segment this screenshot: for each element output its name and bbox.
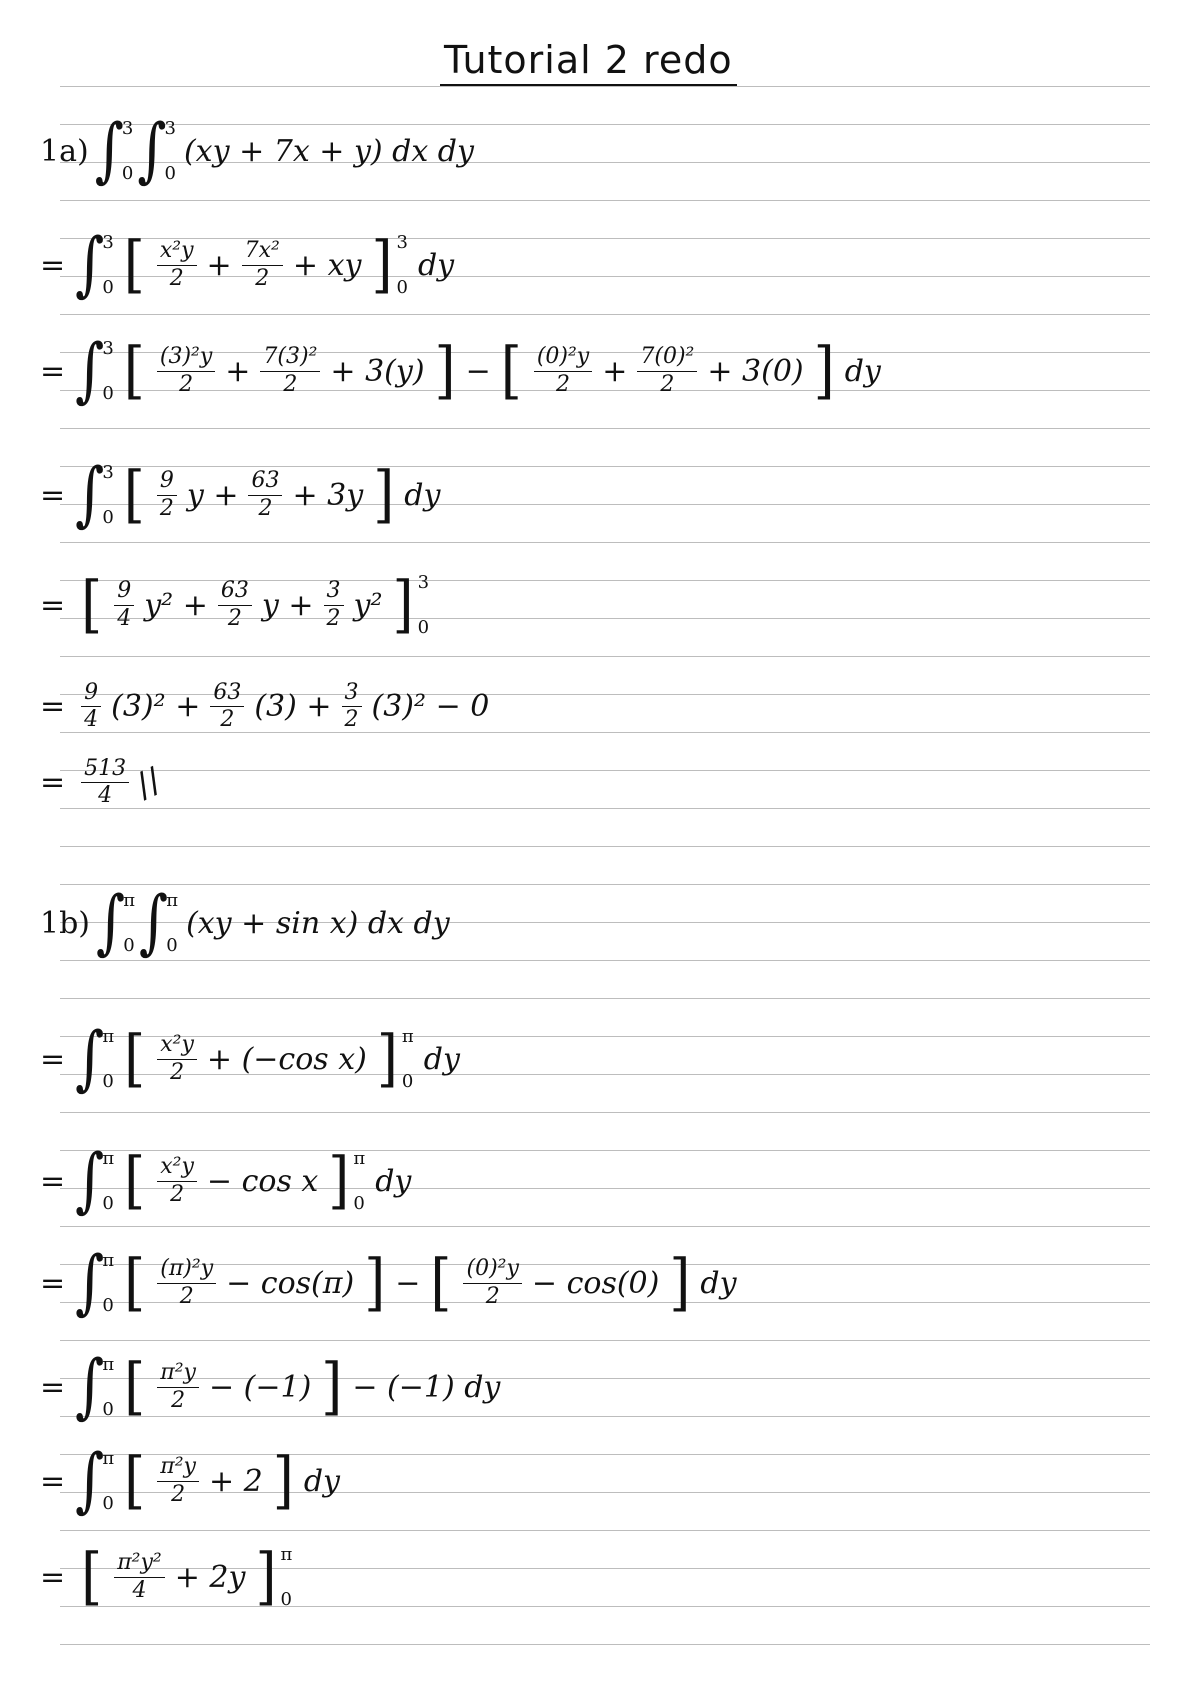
term: + 2: [208, 1463, 263, 1499]
q1a-line-2: [40, 223, 458, 305]
differential: dy: [417, 247, 455, 283]
fraction: $\frac{9}{2}$: [157, 468, 177, 522]
term: y +: [186, 477, 239, 513]
left-bracket: [: [500, 334, 522, 407]
rule-line: [60, 1226, 1150, 1227]
differential: dy: [700, 1265, 737, 1301]
q1a-line-6: [40, 680, 493, 734]
left-bracket: [: [430, 1246, 452, 1319]
integral-sign: ∫ 3 0: [94, 109, 134, 191]
question-label: 1a): [40, 133, 89, 169]
q1b-line-2: [40, 1017, 464, 1099]
fraction: $\frac{\text{π²y}}{2}$: [157, 1360, 199, 1414]
rule-line: [60, 200, 1150, 201]
evaluation-limits: π 0: [401, 1026, 414, 1092]
term: − (−1): [208, 1369, 312, 1405]
fraction: $\frac{\text{(π)²y}}{2}$: [157, 1256, 216, 1310]
fraction: $\frac{\text{7(3)²}}{2}$: [260, 344, 320, 398]
equals-sign: =: [40, 587, 66, 623]
term: y² +: [144, 587, 208, 623]
equals-sign: =: [40, 1163, 66, 1199]
right-bracket: ]: [364, 1246, 386, 1319]
q1a-line-3: [40, 329, 885, 411]
fraction: $\frac{\text{(3)²y}}{2}$: [157, 344, 215, 398]
equals-sign: =: [40, 1559, 66, 1595]
equals-sign: =: [40, 477, 66, 513]
q1b-line-6: [40, 1439, 344, 1521]
fraction: $\frac{\text{π²y}}{2}$: [157, 1454, 199, 1508]
right-bracket: ]: [371, 228, 393, 301]
left-bracket: [: [124, 1350, 146, 1423]
integral-sign: ∫ π 0: [96, 881, 136, 963]
fraction: $\frac{3}{2}$: [324, 578, 344, 632]
term: + (−cos x): [206, 1041, 367, 1077]
integral-sign: ∫ 3 0: [75, 223, 114, 305]
right-bracket: ]: [255, 1540, 277, 1613]
left-bracket: [: [124, 1246, 146, 1319]
double-underline-mark: //: [129, 759, 168, 806]
fraction: $\frac{\text{7(0)²}}{2}$: [637, 344, 697, 398]
fraction: $\frac{63}{2}$: [248, 468, 282, 522]
evaluation-limits: 3 0: [396, 232, 408, 298]
fraction: $\frac{9}{4}$: [114, 578, 134, 632]
minus-sign: −: [395, 1265, 421, 1301]
term: (3)² − 0: [371, 689, 490, 725]
term: − (−1) dy: [352, 1369, 501, 1405]
differential: dy: [423, 1041, 460, 1077]
evaluation-limits: π 0: [353, 1148, 366, 1214]
right-bracket: ]: [434, 334, 456, 407]
rule-line: [60, 960, 1150, 961]
rule-line: [60, 808, 1150, 809]
q1b-line-7: [40, 1540, 298, 1613]
fraction: $\frac{3}{2}$: [342, 680, 362, 734]
question-label: 1b): [40, 905, 90, 941]
fraction: $\frac{\text{7x²}}{2}$: [242, 238, 283, 292]
left-bracket: [: [124, 1022, 146, 1095]
left-bracket: [: [81, 1540, 103, 1613]
rule-line: [60, 1644, 1150, 1645]
rule-line: [60, 770, 1150, 771]
term: − cos(π): [226, 1265, 355, 1301]
q1b-line-1: [40, 881, 454, 963]
evaluation-limits: 3 0: [417, 572, 430, 638]
left-bracket: [: [81, 568, 103, 641]
q1a-line-5: [40, 568, 435, 641]
rule-line: [60, 656, 1150, 657]
left-bracket: [: [124, 1144, 146, 1217]
integral-sign: ∫ π 0: [75, 1345, 115, 1427]
q1a-line-4: [40, 453, 444, 535]
q1b-line-5: [40, 1345, 504, 1427]
term: − cos x: [206, 1163, 319, 1199]
minus-sign: −: [465, 353, 491, 389]
rule-line: [60, 86, 1150, 87]
fraction: $\frac{\text{(0)²y}}{2}$: [534, 344, 592, 398]
rule-line: [60, 998, 1150, 999]
right-bracket: ]: [669, 1246, 691, 1319]
q1b-line-4: [40, 1241, 741, 1323]
rule-line: [60, 542, 1150, 543]
right-bracket: ]: [373, 458, 395, 531]
equals-sign: =: [40, 1041, 66, 1077]
integral-sign: ∫ 3 0: [75, 453, 114, 535]
integrand: (xy + 7x + y) dx dy: [183, 133, 474, 169]
fraction: $\frac{9}{4}$: [81, 680, 101, 734]
equals-sign: =: [40, 765, 66, 801]
rule-line: [60, 1530, 1150, 1531]
fraction: $\frac{63}{2}$: [210, 680, 244, 734]
final-answer: $\frac{513}{4}$: [81, 756, 129, 810]
fraction: $\frac{\text{x²y}}{2}$: [157, 1154, 197, 1208]
fraction: $\frac{\text{x²y}}{2}$: [157, 238, 197, 292]
left-bracket: [: [123, 334, 145, 407]
equals-sign: =: [40, 247, 66, 283]
rule-line: [60, 314, 1150, 315]
term: − cos(0): [531, 1265, 660, 1301]
rule-line: [60, 884, 1150, 885]
differential: dy: [844, 353, 881, 389]
equals-sign: =: [40, 353, 66, 389]
rule-line: [60, 1112, 1150, 1113]
integral-sign: ∫ 3 0: [137, 109, 176, 191]
term: (3) +: [254, 689, 332, 725]
differential: dy: [303, 1463, 340, 1499]
rule-line: [60, 428, 1150, 429]
term: + 3(0): [707, 353, 804, 389]
term: + 3y: [292, 477, 364, 513]
q1b-line-3: [40, 1139, 415, 1221]
term: y²: [353, 587, 383, 623]
integral-sign: ∫ π 0: [75, 1241, 115, 1323]
plus-sign: +: [602, 353, 628, 389]
integral-sign: ∫ π 0: [75, 1139, 115, 1221]
integral-sign: ∫ π 0: [75, 1017, 115, 1099]
right-bracket: ]: [392, 568, 414, 641]
integral-sign: ∫ 3 0: [75, 329, 114, 411]
equals-sign: =: [40, 1369, 66, 1405]
fraction: $\frac{\text{x²y}}{2}$: [157, 1032, 197, 1086]
equals-sign: =: [40, 689, 66, 725]
differential: dy: [375, 1163, 412, 1199]
integrand: (xy + sin x) dx dy: [186, 905, 450, 941]
right-bracket: ]: [272, 1444, 294, 1517]
left-bracket: [: [123, 458, 145, 531]
plus-sign: +: [206, 247, 232, 283]
equals-sign: =: [40, 1265, 66, 1301]
left-bracket: [: [123, 228, 145, 301]
equals-sign: =: [40, 1463, 66, 1499]
plus-sign: +: [225, 353, 251, 389]
differential: dy: [404, 477, 441, 513]
term: y +: [261, 587, 314, 623]
left-bracket: [: [124, 1444, 146, 1517]
evaluation-limits: π 0: [280, 1544, 293, 1610]
right-bracket: ]: [376, 1022, 398, 1095]
q1a-line-1: [40, 109, 478, 191]
integral-sign: ∫ π 0: [75, 1439, 115, 1521]
term: (3)² +: [111, 689, 201, 725]
rule-line: [60, 1340, 1150, 1341]
fraction: $\frac{\text{(0)²y}}{2}$: [463, 1256, 521, 1310]
right-bracket: ]: [328, 1144, 350, 1217]
fraction: $\frac{\text{π²y²}}{4}$: [114, 1550, 165, 1604]
right-bracket: ]: [813, 334, 835, 407]
term: + xy: [292, 247, 362, 283]
integral-sign: ∫ π 0: [139, 881, 179, 963]
fraction: $\frac{63}{2}$: [218, 578, 252, 632]
right-bracket: ]: [321, 1350, 343, 1423]
rule-line: [60, 846, 1150, 847]
page-title: Tutorial 2 redo: [440, 38, 737, 86]
term: + 3(y): [330, 353, 425, 389]
term: + 2y: [174, 1559, 246, 1595]
q1a-line-7: [40, 756, 168, 810]
